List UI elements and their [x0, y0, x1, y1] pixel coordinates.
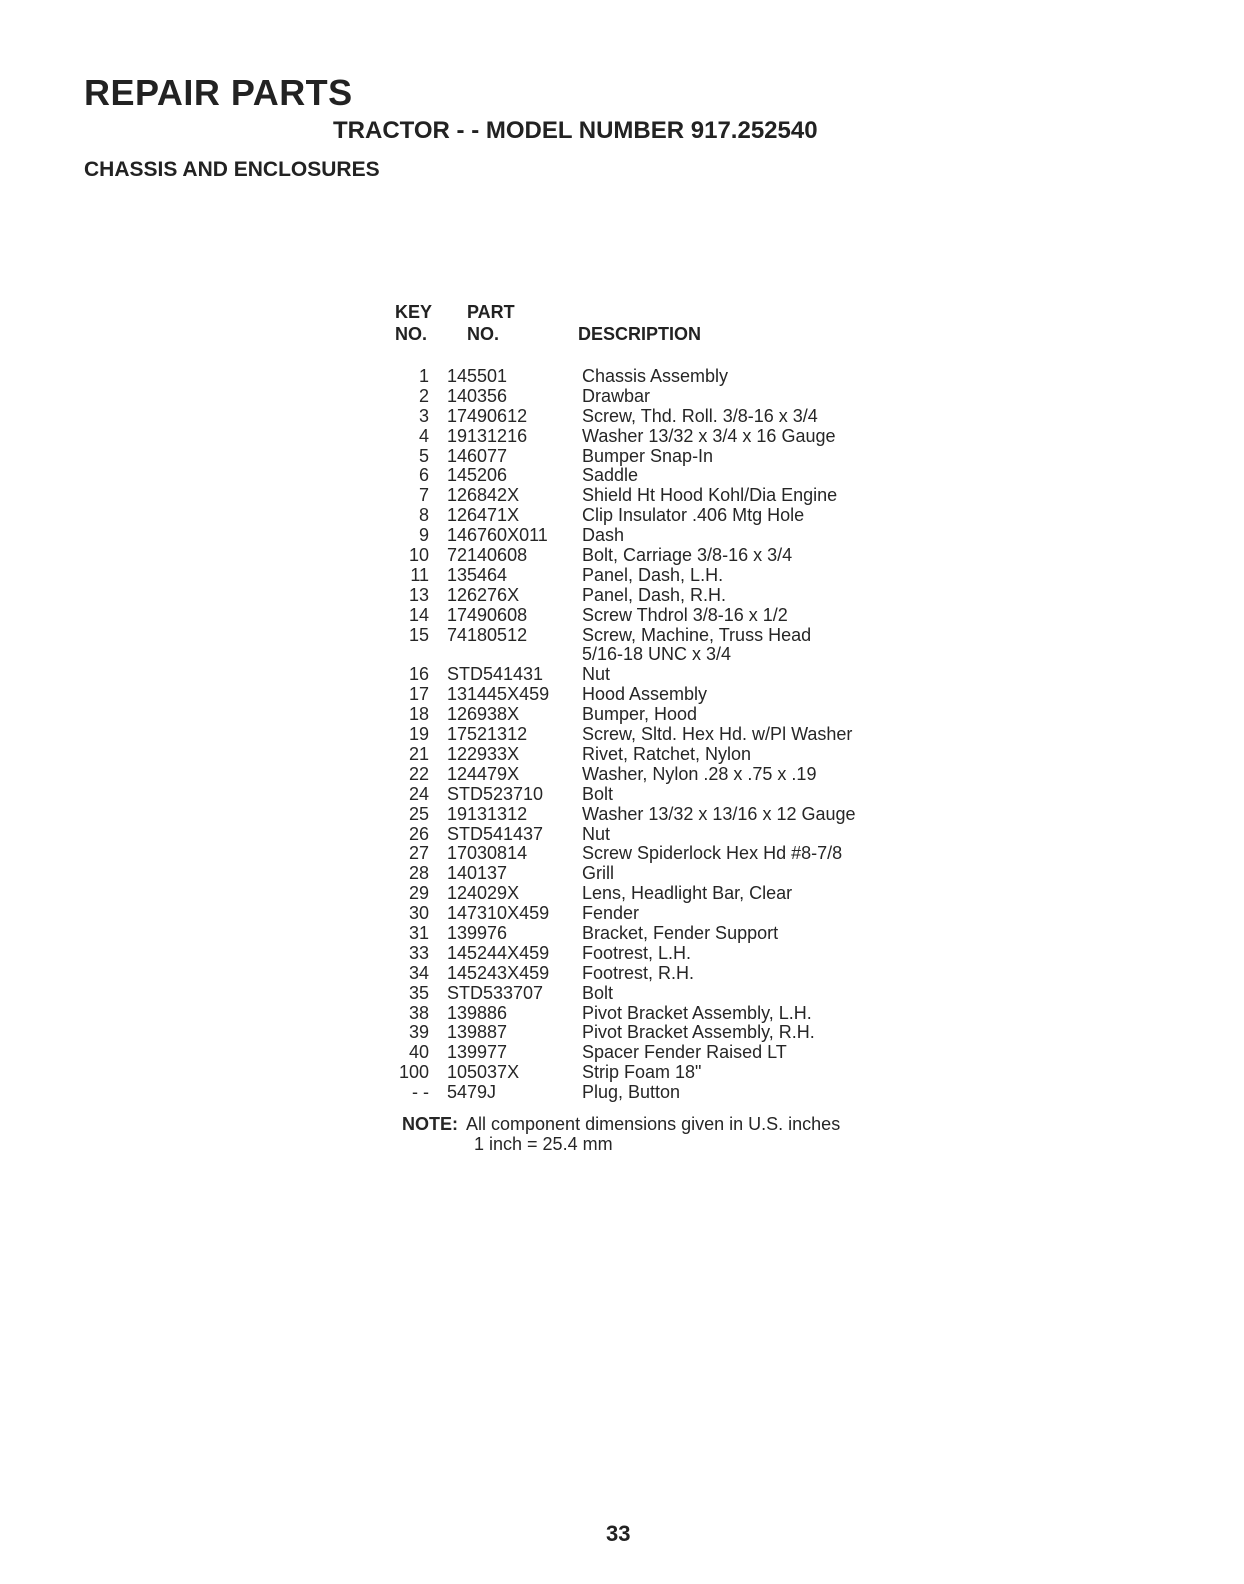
parts-row — [395, 1043, 915, 1063]
part-description: Nut — [582, 664, 611, 685]
part-no: 135464 — [447, 564, 508, 585]
parts-row — [395, 486, 915, 506]
part-description: Spacer Fender Raised LT — [582, 1042, 787, 1063]
page-title: REPAIR PARTS — [84, 72, 353, 113]
part-no: 140356 — [447, 385, 508, 406]
key-no: 24 — [408, 783, 429, 804]
part-no: 139976 — [447, 922, 508, 943]
key-no: 26 — [408, 823, 429, 844]
part-description: Shield Ht Hood Kohl/Dia Engine — [582, 485, 838, 506]
part-header-line1: PART — [467, 302, 515, 322]
part-no: 126938X — [447, 704, 520, 725]
key-no: 100 — [398, 1062, 429, 1083]
part-description: Plug, Button — [582, 1082, 681, 1103]
parts-row — [395, 765, 915, 785]
part-description: Footrest, R.H. — [582, 962, 695, 983]
key-no: 3 — [418, 405, 429, 426]
part-no: STD523710 — [447, 783, 544, 804]
parts-row — [395, 904, 915, 924]
part-no: 17490608 — [447, 604, 528, 625]
parts-row — [395, 964, 915, 984]
parts-row — [395, 984, 915, 1004]
key-header-line1: KEY — [395, 302, 433, 322]
part-no: 145244X459 — [447, 942, 550, 963]
parts-row — [395, 745, 915, 765]
parts-row — [395, 606, 915, 626]
parts-row — [395, 626, 915, 666]
part-no: 17521312 — [447, 724, 528, 745]
key-no: 31 — [408, 922, 429, 943]
parts-row — [395, 705, 915, 725]
part-no: 122933X — [447, 743, 520, 764]
parts-row — [395, 725, 915, 745]
key-no: 39 — [408, 1022, 429, 1043]
part-no: 131445X459 — [447, 684, 550, 705]
part-no: STD533707 — [447, 982, 544, 1003]
part-description: Bolt — [582, 982, 614, 1003]
parts-row — [395, 1004, 915, 1024]
part-description: Washer 13/32 x 3/4 x 16 Gauge — [582, 425, 836, 446]
part-no: 19131216 — [447, 425, 528, 446]
key-no: 6 — [418, 465, 429, 486]
parts-row — [395, 665, 915, 685]
part-no: 17490612 — [447, 405, 528, 426]
part-no: 146077 — [447, 445, 508, 466]
part-no: 147310X459 — [447, 903, 550, 924]
key-no: 40 — [408, 1042, 429, 1063]
key-no: 34 — [408, 962, 429, 983]
part-no-header — [467, 301, 515, 345]
parts-row — [395, 546, 915, 566]
part-description: Chassis Assembly — [582, 366, 729, 386]
note-text: All component dimensions given in U.S. inches — [466, 1114, 841, 1134]
part-no: 145501 — [447, 366, 508, 386]
key-header-line2: NO. — [395, 324, 428, 344]
parts-row — [395, 387, 915, 407]
part-description: Washer 13/32 x 13/16 x 12 Gauge — [582, 803, 856, 824]
part-description: Pivot Bracket Assembly, L.H. — [582, 1002, 812, 1023]
key-no: 9 — [418, 525, 429, 546]
note-line1 — [402, 1114, 840, 1134]
key-no: 4 — [418, 425, 429, 446]
key-no: 22 — [408, 763, 429, 784]
part-description: Footrest, L.H. — [582, 942, 692, 963]
parts-row — [395, 884, 915, 904]
part-description: Nut — [582, 823, 611, 844]
key-no: 19 — [408, 724, 429, 745]
part-header-line2: NO. — [467, 324, 500, 344]
part-description: Pivot Bracket Assembly, R.H. — [582, 1022, 815, 1043]
part-no: 124029X — [447, 883, 520, 904]
part-description: Bumper, Hood — [582, 704, 698, 725]
part-description: Screw, Machine, Truss Head 5/16-18 UNC x 3/4 — [582, 624, 812, 665]
part-no: 126471X — [447, 505, 520, 526]
key-no-header — [395, 301, 432, 345]
parts-list — [395, 367, 915, 1103]
key-no: - - — [412, 1082, 429, 1103]
part-no: 105037X — [447, 1062, 520, 1083]
parts-row — [395, 526, 915, 546]
part-description: Screw, Sltd. Hex Hd. w/Pl Washer — [582, 724, 853, 745]
key-no: 15 — [408, 624, 429, 645]
part-description: Clip Insulator .406 Mtg Hole — [582, 505, 805, 526]
key-no: 27 — [408, 843, 429, 864]
part-description: Screw, Thd. Roll. 3/8-16 x 3/4 — [582, 405, 818, 426]
key-no: 21 — [408, 743, 429, 764]
part-description: Hood Assembly — [582, 684, 708, 705]
parts-row — [395, 825, 915, 845]
parts-row — [395, 685, 915, 705]
note — [402, 1114, 840, 1154]
parts-row — [395, 447, 915, 467]
part-description: Strip Foam 18" — [582, 1062, 702, 1083]
part-description: Screw Spiderlock Hex Hd #8-7/8 — [582, 843, 843, 864]
key-no: 1 — [418, 366, 429, 386]
note-line2: 1 inch = 25.4 mm — [474, 1134, 613, 1154]
parts-row — [395, 407, 915, 427]
key-no: 25 — [408, 803, 429, 824]
key-no: 29 — [408, 883, 429, 904]
part-description: Bracket, Fender Support — [582, 922, 779, 943]
parts-row — [395, 1063, 915, 1083]
key-no: 8 — [418, 505, 429, 526]
parts-row — [395, 367, 915, 387]
part-no: STD541431 — [447, 664, 544, 685]
key-no: 11 — [410, 564, 429, 585]
key-no: 10 — [408, 545, 429, 566]
part-no: STD541437 — [447, 823, 544, 844]
part-description: Grill — [582, 863, 614, 884]
part-no: 139886 — [447, 1002, 508, 1023]
key-no: 7 — [418, 485, 429, 506]
key-no: 16 — [408, 664, 429, 685]
key-no: 28 — [408, 863, 429, 884]
key-no: 38 — [408, 1002, 429, 1023]
parts-row — [395, 506, 915, 526]
parts-row — [395, 566, 915, 586]
parts-row — [395, 427, 915, 447]
part-no: 17030814 — [447, 843, 528, 864]
key-no: 2 — [418, 385, 429, 406]
part-no: 72140608 — [447, 545, 528, 566]
parts-row — [395, 586, 915, 606]
key-no: 14 — [408, 604, 429, 625]
key-no: 30 — [408, 903, 429, 924]
parts-row — [395, 944, 915, 964]
part-no: 124479X — [447, 763, 520, 784]
part-description: Washer, Nylon .28 x .75 x .19 — [582, 763, 817, 784]
key-no: 17 — [408, 684, 429, 705]
part-description: Panel, Dash, L.H. — [582, 564, 724, 585]
part-no: 5479J — [447, 1082, 497, 1103]
part-description: Panel, Dash, R.H. — [582, 584, 727, 605]
part-description: Saddle — [582, 465, 639, 486]
part-description: Dash — [582, 525, 625, 546]
page-number: 33 — [606, 1521, 631, 1546]
part-no: 146760X011 — [447, 525, 548, 546]
key-no: 13 — [408, 584, 429, 605]
part-description: Rivet, Ratchet, Nylon — [582, 743, 752, 764]
part-description: Screw Thdrol 3/8-16 x 1/2 — [582, 604, 788, 625]
parts-row — [395, 844, 915, 864]
model-title: TRACTOR - - MODEL NUMBER 917.252540 — [333, 117, 818, 144]
part-no: 139887 — [447, 1022, 508, 1043]
part-description: Lens, Headlight Bar, Clear — [582, 883, 793, 904]
parts-row — [395, 864, 915, 884]
key-no: 5 — [418, 445, 429, 466]
part-description: Drawbar — [582, 385, 651, 406]
part-no: 145243X459 — [447, 962, 550, 983]
part-no: 145206 — [447, 465, 508, 486]
parts-row — [395, 466, 915, 486]
section-title: CHASSIS AND ENCLOSURES — [84, 158, 380, 181]
parts-row — [395, 805, 915, 825]
key-no: 35 — [408, 982, 429, 1003]
part-no: 126842X — [447, 485, 520, 506]
parts-row — [395, 1023, 915, 1043]
parts-row — [395, 785, 915, 805]
parts-row — [395, 1083, 915, 1103]
part-no: 19131312 — [447, 803, 528, 824]
description-header: DESCRIPTION — [578, 324, 702, 344]
part-no: 139977 — [447, 1042, 508, 1063]
part-no: 74180512 — [447, 624, 528, 645]
part-no: 126276X — [447, 584, 520, 605]
part-description: Fender — [582, 903, 640, 924]
parts-row — [395, 924, 915, 944]
part-description: Bumper Snap-In — [582, 445, 714, 466]
part-no: 140137 — [447, 863, 508, 884]
note-label: NOTE: — [402, 1114, 458, 1134]
key-no: 33 — [408, 942, 429, 963]
part-description: Bolt — [582, 783, 614, 804]
key-no: 18 — [408, 704, 429, 725]
part-description: Bolt, Carriage 3/8-16 x 3/4 — [582, 545, 793, 566]
